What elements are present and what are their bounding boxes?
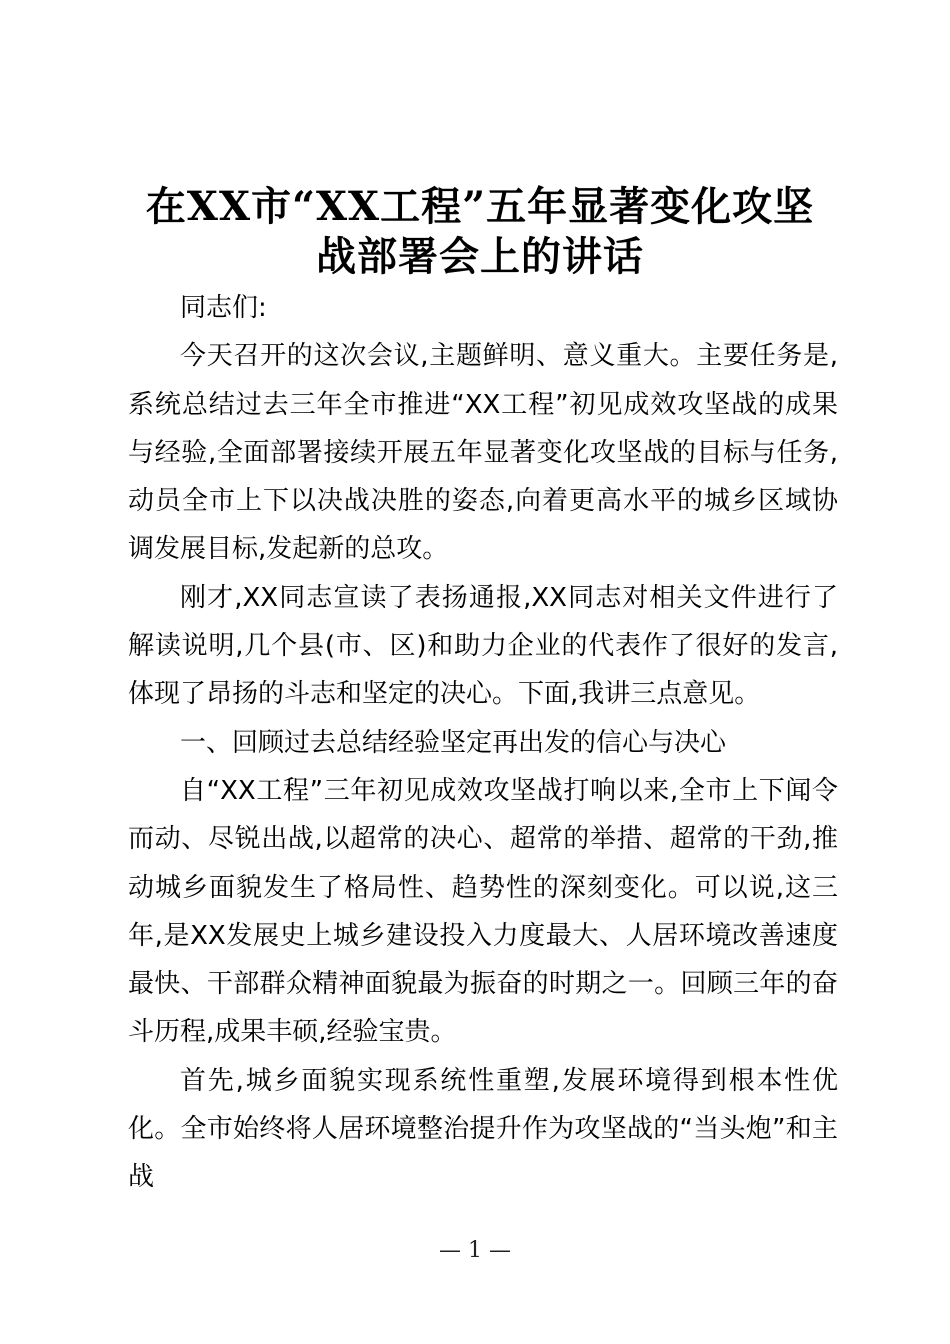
salutation: 同志们: [180,293,267,323]
section-heading: 一、回顾过去总结经验坚定再出发的信心与决心 [180,727,727,758]
document-title-line-2: 战部署会上的讲话 [316,233,644,280]
document-body [128,284,838,1202]
body-paragraph: 今天召开的这次会议,主题鲜明、意义重大。主要任务是,系统总结过去三年全市推进“XX工程”初见成效攻坚战的成果与经验,全面部署接续开展五年显著变化攻坚战的目标与任务,动员全市上下以决战决胜的姿态,向着更高水平的城乡区域协调发展目标,发起新的总攻。 [128,341,838,565]
page-number: — 1 — [439,1238,511,1263]
body-paragraph: 刚才,XX同志宣读了表扬通报,XX同志对相关文件进行了解读说明,几个县(市、区)和助力企业的代表作了很好的发言,体现了昂扬的斗志和坚定的决心。下面,我讲三点意见。 [128,582,838,710]
body-paragraph: 首先,城乡面貌实现系统性重塑,发展环境得到根本性优化。全市始终将人居环境整治提升作为攻坚战的“当头炮”和主战 [128,1065,838,1193]
body-paragraph: 自“XX工程”三年初见成效攻坚战打响以来,全市上下闻令而动、尽锐出战,以超常的决心、超常的举措、超常的干劲,推动城乡面貌发生了格局性、趋势性的深刻变化。可以说,这三年,是XX发展史上城乡建设投入力度最大、人居环境改善速度最快、干部群众精神面貌最为振奋的时期之一。回顾三年的奋斗历程,成果丰硕,经验宝贵。 [128,775,838,1048]
document-title-line-1: 在XX市“XX工程”五年显著变化攻坚 [145,183,815,230]
